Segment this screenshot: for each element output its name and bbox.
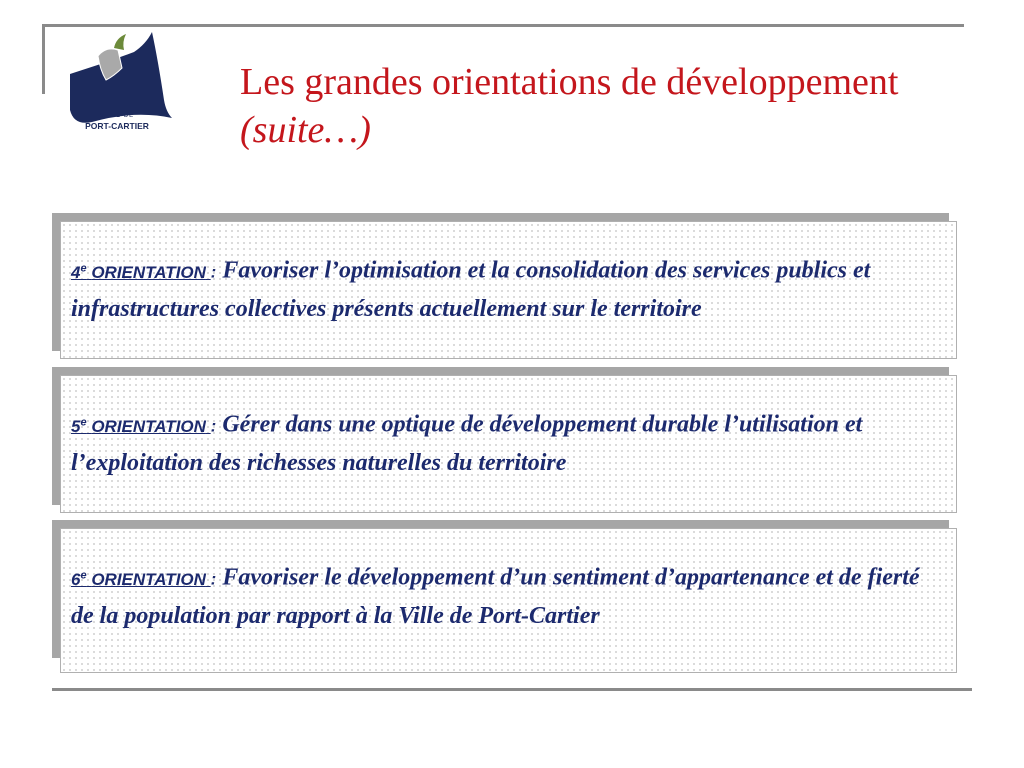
- orientation-6-description: Favoriser le développement d’un sentiment d’appartenance et de fierté de la population par rapport à la Ville de Port-Cartier: [71, 564, 920, 629]
- title-main: Les grandes orientations de développement: [240, 61, 899, 103]
- orientation-6-word: ORIENTATION: [91, 569, 206, 589]
- frame-top-line: [42, 24, 964, 27]
- orientation-5-text-block: [71, 404, 946, 482]
- orientation-5-label: [71, 417, 211, 436]
- orientation-4-number: 4: [71, 262, 81, 282]
- orientation-4-label: [71, 263, 211, 282]
- orientation-5-word: ORIENTATION: [91, 416, 206, 436]
- orientation-card-5: [60, 375, 957, 513]
- orientation-4-sup: e: [80, 262, 87, 274]
- frame-left-line: [42, 24, 45, 94]
- orientation-5-colon: :: [210, 416, 217, 436]
- orientation-5-number: 5: [71, 416, 81, 436]
- title-suffix: (suite…): [240, 109, 371, 151]
- page-title: [240, 58, 960, 154]
- orientation-5-sup: e: [80, 416, 87, 428]
- orientation-6-colon: :: [210, 569, 217, 589]
- orientation-6-text-block: [71, 557, 946, 635]
- orientation-card-4: [60, 221, 957, 359]
- orientation-6-label: [71, 570, 211, 589]
- logo-name: PORT-CARTIER: [85, 121, 149, 131]
- orientation-5-description: Gérer dans une optique de développement durable l’utilisation et l’exploitation des richesses naturelles du territoire: [71, 411, 863, 476]
- orientation-4-colon: :: [210, 262, 217, 282]
- orientation-6-sup: e: [80, 569, 87, 581]
- orientation-4-text-block: [71, 250, 946, 328]
- frame-bottom-line: [52, 688, 972, 691]
- orientation-card-6: [60, 528, 957, 673]
- orientation-4-word: ORIENTATION: [91, 262, 206, 282]
- orientation-4-description: Favoriser l’optimisation et la consolidation des services publics et infrastructures collectives présents actuellement sur le territoire: [71, 257, 871, 322]
- logo-small-text: VILLE DE: [99, 113, 135, 119]
- orientation-6-number: 6: [71, 569, 81, 589]
- port-cartier-logo: [62, 30, 177, 135]
